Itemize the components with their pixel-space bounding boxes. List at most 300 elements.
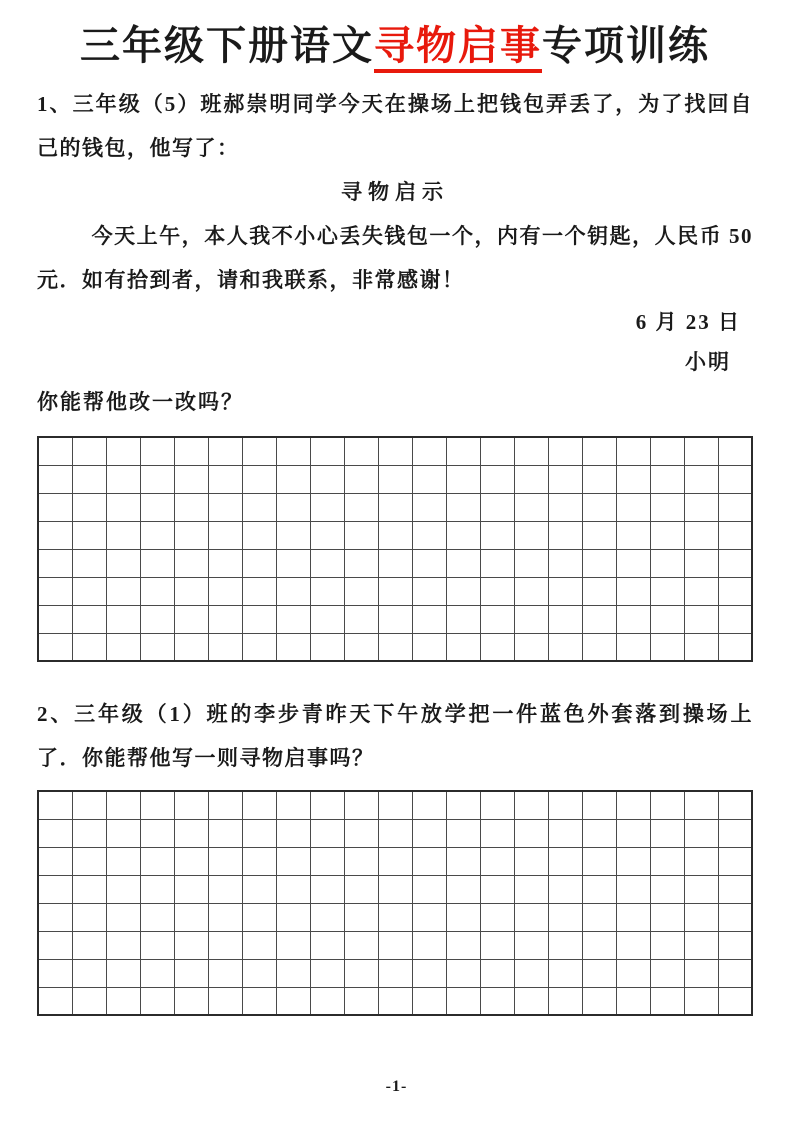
grid-cell [310,875,344,903]
notice-date: 6 月 23 日 [635,310,741,334]
grid-cell [140,847,174,875]
grid-cell [72,931,106,959]
grid-cell [106,549,140,577]
writing-grid-table [37,790,753,1016]
grid-cell [242,437,276,465]
grid-cell [276,465,310,493]
grid-cell [650,903,684,931]
grid-cell [718,903,752,931]
grid-cell [106,959,140,987]
grid-cell [412,577,446,605]
grid-cell [684,521,718,549]
grid-cell [446,549,480,577]
grid-cell [650,847,684,875]
grid-cell [310,847,344,875]
grid-cell [718,605,752,633]
grid-cell [38,931,72,959]
grid-cell [344,987,378,1015]
grid-cell [310,633,344,661]
grid-cell [208,577,242,605]
exercise1-prompt: 你能帮他改一改吗？ [37,390,244,414]
grid-cell [514,633,548,661]
grid-cell [684,605,718,633]
grid-cell [208,819,242,847]
grid-cell [38,577,72,605]
page-number: -1- [385,1078,408,1095]
grid-cell [242,549,276,577]
grid-cell [242,987,276,1015]
grid-cell [72,577,106,605]
grid-cell [514,903,548,931]
grid-cell [548,521,582,549]
grid-cell [412,549,446,577]
grid-cell [616,493,650,521]
grid-cell [140,819,174,847]
grid-cell [310,549,344,577]
grid-cell [208,549,242,577]
grid-cell [548,819,582,847]
grid-cell [480,577,514,605]
grid-cell [582,959,616,987]
grid-cell [106,903,140,931]
grid-cell [140,903,174,931]
grid-cell [684,959,718,987]
grid-cell [582,903,616,931]
grid-cell [106,493,140,521]
grid-cell [548,605,582,633]
grid-cell [174,791,208,819]
grid-cell [446,987,480,1015]
grid-cell [208,605,242,633]
grid-cell [276,959,310,987]
grid-cell [548,847,582,875]
grid-cell [412,875,446,903]
grid-cell [582,791,616,819]
grid-cell [616,791,650,819]
grid-cell [72,633,106,661]
grid-cell [684,577,718,605]
grid-cell [616,605,650,633]
grid-cell [480,791,514,819]
grid-cell [514,931,548,959]
grid-cell [208,931,242,959]
grid-cell [650,875,684,903]
grid-cell [616,903,650,931]
grid-cell [242,521,276,549]
grid-cell [242,819,276,847]
grid-cell [310,493,344,521]
grid-cell [276,931,310,959]
grid-cell [650,931,684,959]
grid-cell [616,633,650,661]
grid-cell [514,465,548,493]
grid-cell [616,577,650,605]
grid-cell [582,577,616,605]
grid-cell [684,437,718,465]
grid-cell [106,791,140,819]
grid-cell [106,875,140,903]
grid-cell [582,605,616,633]
grid-cell [684,847,718,875]
grid-cell [310,903,344,931]
grid-cell [650,493,684,521]
grid-cell [174,987,208,1015]
grid-cell [548,465,582,493]
grid-cell [242,875,276,903]
grid-cell [446,437,480,465]
grid-cell [242,931,276,959]
grid-cell [684,633,718,661]
grid-cell [582,633,616,661]
grid-cell [140,577,174,605]
grid-cell [38,465,72,493]
notice-title: 寻物启示 [341,180,449,204]
grid-cell [344,791,378,819]
grid-cell [310,437,344,465]
grid-cell [684,931,718,959]
grid-cell [412,959,446,987]
grid-cell [480,959,514,987]
grid-cell [208,903,242,931]
grid-cell [718,819,752,847]
grid-cell [174,577,208,605]
grid-cell [344,819,378,847]
grid-cell [72,465,106,493]
grid-cell [514,493,548,521]
grid-cell [446,875,480,903]
grid-cell [140,931,174,959]
grid-cell [718,875,752,903]
grid-cell [480,465,514,493]
grid-cell [480,903,514,931]
grid-cell [378,931,412,959]
grid-cell [650,959,684,987]
grid-cell [276,633,310,661]
grid-cell [446,959,480,987]
grid-cell [446,521,480,549]
grid-cell [378,521,412,549]
grid-cell [650,791,684,819]
grid-cell [548,875,582,903]
grid-row [38,819,752,847]
grid-cell [718,521,752,549]
grid-cell [72,493,106,521]
grid-cell [72,847,106,875]
grid-cell [38,875,72,903]
grid-cell [480,987,514,1015]
grid-cell [616,465,650,493]
grid-cell [310,577,344,605]
grid-cell [412,819,446,847]
grid-cell [480,819,514,847]
grid-cell [616,875,650,903]
grid-row [38,931,752,959]
grid-cell [38,493,72,521]
grid-cell [412,437,446,465]
page-title-prefix: 三年级下册语文 [80,23,374,68]
grid-cell [650,605,684,633]
grid-cell [140,875,174,903]
grid-cell [548,633,582,661]
grid-cell [208,875,242,903]
grid-cell [106,819,140,847]
grid-cell [684,987,718,1015]
grid-cell [276,437,310,465]
grid-cell [38,847,72,875]
grid-cell [548,437,582,465]
grid-cell [344,549,378,577]
notice-signer: 小明 [685,350,731,374]
writing-grid-table [37,436,753,662]
grid-cell [276,847,310,875]
grid-cell [718,847,752,875]
grid-cell [718,549,752,577]
grid-cell [412,791,446,819]
grid-cell [208,959,242,987]
grid-cell [174,903,208,931]
grid-cell [718,987,752,1015]
grid-cell [174,437,208,465]
grid-cell [446,605,480,633]
exercise2-question: 2、三年级（1）班的李步青昨天下午放学把一件蓝色外套落到操场上了．你能帮他写一则寻物启事吗？ [37,702,753,770]
grid-cell [582,931,616,959]
grid-cell [140,465,174,493]
grid-cell [140,633,174,661]
grid-cell [72,987,106,1015]
grid-cell [38,605,72,633]
grid-cell [514,819,548,847]
page-title-highlight: 寻物启事 [374,23,542,73]
grid-row [38,465,752,493]
grid-cell [276,819,310,847]
grid-cell [106,847,140,875]
grid-cell [412,493,446,521]
grid-cell [514,959,548,987]
grid-cell [480,931,514,959]
grid-cell [276,577,310,605]
grid-cell [38,987,72,1015]
grid-cell [548,577,582,605]
grid-cell [684,791,718,819]
grid-cell [208,633,242,661]
grid-cell [514,437,548,465]
grid-cell [72,437,106,465]
grid-cell [582,465,616,493]
grid-cell [208,437,242,465]
grid-cell [38,521,72,549]
grid-cell [446,791,480,819]
grid-cell [106,987,140,1015]
grid-cell [548,791,582,819]
grid-cell [72,791,106,819]
grid-cell [38,791,72,819]
grid-row [38,577,752,605]
grid-cell [582,437,616,465]
grid-cell [310,465,344,493]
grid-cell [684,819,718,847]
grid-cell [38,633,72,661]
grid-cell [344,521,378,549]
grid-cell [650,465,684,493]
grid-cell [140,493,174,521]
grid-cell [310,931,344,959]
grid-cell [412,465,446,493]
grid-cell [106,465,140,493]
grid-cell [242,465,276,493]
grid-cell [582,987,616,1015]
grid-cell [650,819,684,847]
grid-cell [106,437,140,465]
grid-cell [242,847,276,875]
grid-cell [718,633,752,661]
grid-cell [378,605,412,633]
worksheet-content [0,18,793,1016]
grid-cell [378,791,412,819]
grid-cell [378,549,412,577]
grid-cell [378,959,412,987]
grid-cell [480,633,514,661]
grid-cell [548,493,582,521]
grid-cell [718,791,752,819]
grid-cell [106,605,140,633]
grid-cell [72,605,106,633]
grid-cell [310,521,344,549]
grid-cell [514,521,548,549]
exercise1-question: 1、三年级（5）班郝崇明同学今天在操场上把钱包弄丢了，为了找回自己的钱包，他写了： [37,92,753,160]
grid-cell [514,577,548,605]
grid-cell [174,633,208,661]
grid-cell [718,959,752,987]
grid-cell [174,959,208,987]
grid-cell [208,791,242,819]
grid-cell [140,549,174,577]
grid-cell [276,549,310,577]
grid-cell [310,605,344,633]
grid-cell [276,605,310,633]
grid-cell [616,959,650,987]
grid-cell [344,437,378,465]
grid-cell [38,819,72,847]
grid-row [38,493,752,521]
grid-row [38,987,752,1015]
grid-cell [582,549,616,577]
grid-cell [344,633,378,661]
grid-cell [650,521,684,549]
grid-cell [446,577,480,605]
grid-cell [140,791,174,819]
grid-cell [412,521,446,549]
grid-cell [242,605,276,633]
grid-row [38,521,752,549]
grid-cell [480,875,514,903]
grid-cell [548,987,582,1015]
grid-cell [514,549,548,577]
grid-cell [480,605,514,633]
grid-cell [514,987,548,1015]
grid-cell [616,931,650,959]
grid-cell [310,959,344,987]
grid-cell [718,493,752,521]
grid-cell [412,605,446,633]
grid-cell [106,633,140,661]
grid-cell [344,875,378,903]
grid-cell [582,847,616,875]
grid-cell [514,791,548,819]
grid-cell [412,931,446,959]
grid-cell [718,931,752,959]
grid-cell [242,791,276,819]
grid-cell [208,493,242,521]
grid-cell [208,465,242,493]
grid-cell [174,549,208,577]
grid-cell [276,875,310,903]
grid-cell [684,875,718,903]
grid-cell [378,437,412,465]
grid-cell [72,521,106,549]
grid-cell [616,437,650,465]
grid-cell [276,903,310,931]
grid-cell [446,465,480,493]
grid-row [38,633,752,661]
grid-cell [378,875,412,903]
grid-row [38,791,752,819]
grid-cell [242,903,276,931]
grid-cell [208,847,242,875]
grid-cell [174,875,208,903]
grid-cell [548,903,582,931]
grid-cell [276,493,310,521]
grid-cell [310,819,344,847]
grid-cell [174,931,208,959]
grid-cell [378,633,412,661]
grid-cell [174,493,208,521]
grid-cell [480,493,514,521]
grid-cell [446,847,480,875]
grid-cell [344,465,378,493]
grid-cell [174,465,208,493]
grid-row [38,437,752,465]
grid-cell [140,521,174,549]
grid-cell [412,633,446,661]
grid-cell [684,903,718,931]
grid-cell [616,549,650,577]
grid-cell [276,791,310,819]
grid-cell [344,577,378,605]
grid-cell [548,931,582,959]
grid-cell [446,903,480,931]
grid-row [38,549,752,577]
grid-cell [718,437,752,465]
grid-cell [140,959,174,987]
grid-cell [38,959,72,987]
writing-grid-2 [37,790,753,1016]
grid-cell [446,819,480,847]
page-title-suffix: 专项训练 [542,23,710,68]
grid-cell [174,605,208,633]
grid-cell [72,549,106,577]
grid-cell [310,987,344,1015]
grid-cell [514,847,548,875]
grid-cell [616,987,650,1015]
grid-cell [446,633,480,661]
grid-row [38,903,752,931]
grid-cell [480,847,514,875]
grid-cell [38,437,72,465]
grid-cell [140,605,174,633]
grid-cell [344,903,378,931]
writing-grid-1 [37,436,753,662]
grid-row [38,605,752,633]
